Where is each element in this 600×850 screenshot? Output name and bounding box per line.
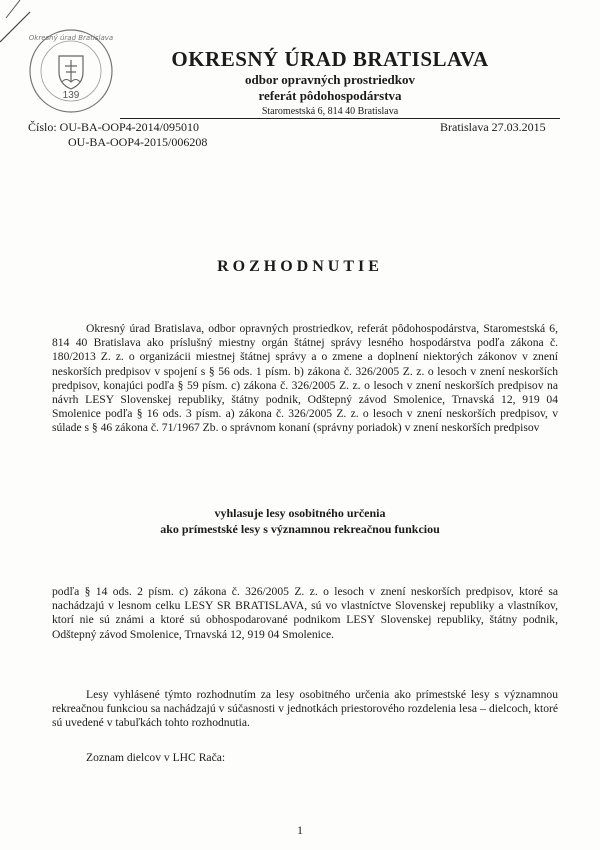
page-number: 1 [297,823,303,837]
declaration [0,505,600,537]
paragraph-intro: Okresný úrad Bratislava, odbor opravných prostriedkov, referát pôdohospodárstva, Staromestská 6, 814 40 Bratislava ako príslušný miestny orgán štátnej správy lesného hospodárstva podľa zákona č. 180/2013 Z. z. o organizácii miestnej štátnej správy a o zmene a doplnení niektorých zákonov v znení neskorších predpisov v spojení s § 56 ods. 1 písm. b) zákona č. 326/2005 Z. z. o lesoch v znení neskorších predpisov, konajúci podľa § 59 písm. c) zákona č. 326/2005 Z. z. o lesoch v znení neskorších predpisov na návrh LESY Slovenskej republiky, štátny podnik, Odštepný závod Smolenice, Trnavská 12, 919 04 Smolenice podľa § 16 ods. 3 písm. a) zákona č. 326/2005 Z. z. o lesoch v znení neskorších predpisov, v súlade s § 46 zákona č. 71/1967 Zb. o správnom konaní (správny poriadok) v znení neskorších predpisov [52,322,558,435]
seal-emblem-icon [28,28,114,114]
office-address: Staromestská 6, 814 40 Bratislava [261,106,399,117]
seal-number: 139 [62,90,80,101]
paragraph-list-heading: Zoznam dielcov v LHC Rača: [86,751,226,764]
svg-text:Okresný úrad Bratislava: Okresný úrad Bratislava [28,34,114,42]
paragraph-forest-location: Lesy vyhlásené týmto rozhodnutím za lesy osobitného určenia ako prímestské lesy s významnou rekreačnou funkciou sa nachádzajú v súčasnosti v jednotkách priestorového rozdelenia lesa – dielcoch, ktoré sú uvedené v tabuľkách tohto rozhodnutia. [52,688,558,730]
reference-line-2: OU-BA-OOP4-2015/006208 [68,135,208,149]
section-name: referát pôdohospodárstva [258,88,402,103]
paragraph-legal-basis: podľa § 14 ods. 2 písm. c) zákona č. 326/2005 Z. z. o lesoch v znení neskorších predpisov, ktoré sa nachádzajú v lesnom celku LESY SR BRATISLAVA, sú vo vlastníctve Slovenskej republiky a vlastníkov, ktorí nie sú známi a ktoré sú obhospodarované podnikom LESY Slovenskej republiky, štátny podnik, Odštepný závod Smolenice, Trnavská 12, 919 04 Smolenice. [52,585,558,641]
letterhead [120,48,540,118]
document-title: ROZHODNUTIE [217,258,383,275]
header-divider [120,118,560,119]
department-name: odbor opravných prostriedkov [245,72,415,87]
reference-numbers [28,120,207,150]
declaration-line-1: vyhlasuje lesy osobitného určenia [214,506,386,520]
official-seal [28,28,114,114]
office-name: OKRESNÝ ÚRAD BRATISLAVA [171,47,489,71]
declaration-line-2: ako prímestské lesy s významnou rekreačnou funkciou [160,522,440,536]
reference-line-1: Číslo: OU-BA-OOP4-2014/095010 [28,120,200,134]
document-date: Bratislava 27.03.2015 [440,120,546,134]
